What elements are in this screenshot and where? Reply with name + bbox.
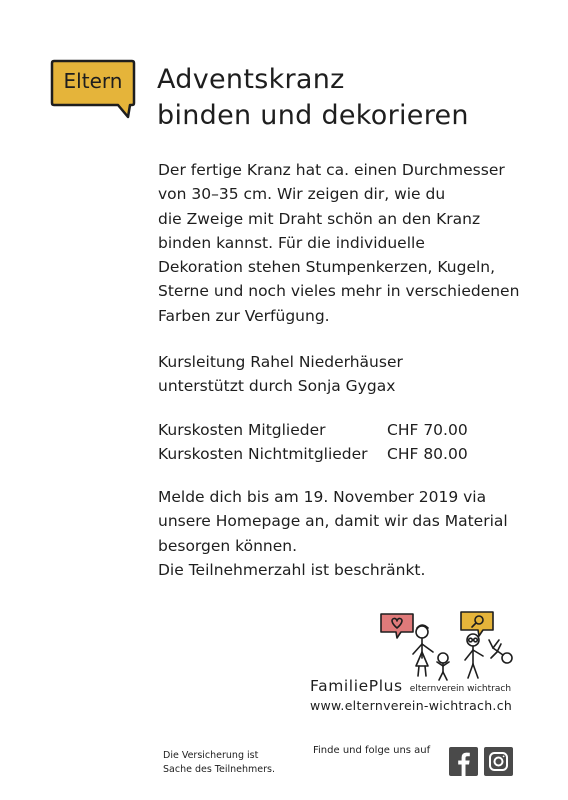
title-line: binden und dekorieren: [157, 100, 469, 131]
text-line: binden kannst. Für die individuelle: [158, 233, 425, 252]
insurance-note: [163, 749, 275, 777]
cost-label: Kurskosten Mitglieder: [158, 421, 326, 439]
text-line: Dekoration stehen Stumpenkerzen, Kugeln,: [158, 258, 496, 277]
facebook-icon[interactable]: [449, 747, 478, 776]
text-line: Der fertige Kranz hat ca. einen Durchmesser: [158, 161, 505, 179]
cost-price: CHF 70.00: [387, 421, 468, 439]
course-costs: [158, 418, 468, 467]
badge-label: Eltern: [63, 69, 123, 93]
cost-row: [158, 442, 468, 466]
text-line: Farben zur Verfügung.: [158, 306, 330, 325]
brand-subtitle: elternverein wichtrach: [409, 684, 512, 694]
text-line: unterstützt durch Sonja Gygax: [158, 377, 396, 396]
family-stick-figures-icon: [375, 608, 525, 684]
brand-name: FamiliePlus: [310, 677, 403, 695]
follow-us-label: Finde und folge uns auf: [313, 745, 431, 756]
eltern-badge: [50, 59, 136, 121]
cost-label: Kurskosten Nichtmitglieder: [158, 445, 368, 464]
cost-row: [158, 418, 468, 442]
instagram-icon[interactable]: [484, 747, 513, 776]
text-line: die Zweige mit Draht schön an den Kranz: [158, 209, 481, 228]
text-line: Sache des Teilnehmers.: [163, 764, 275, 775]
text-line: Die Teilnehmerzahl ist beschränkt.: [158, 560, 426, 579]
page-title: [157, 62, 469, 134]
website-link[interactable]: www.elternverein-wichtrach.ch: [310, 698, 513, 713]
cost-price: CHF 80.00: [387, 445, 468, 464]
text-line: Die Versicherung ist: [163, 750, 259, 761]
course-leaders: [158, 350, 403, 399]
text-line: Melde dich bis am 19. November 2019 via: [158, 488, 487, 506]
brand-logo-text: [310, 676, 511, 695]
intro-paragraph: [158, 158, 519, 328]
registration-paragraph: [158, 485, 508, 582]
text-line: unsere Homepage an, damit wir das Material: [158, 512, 508, 531]
title-line: Adventskranz: [157, 64, 345, 95]
text-line: Kursleitung Rahel Niederhäuser: [158, 353, 403, 371]
text-line: besorgen können.: [158, 536, 298, 555]
text-line: von 30–35 cm. Wir zeigen dir, wie du: [158, 185, 446, 204]
text-line: Sterne und noch vieles mehr in verschiedenen: [158, 282, 520, 301]
